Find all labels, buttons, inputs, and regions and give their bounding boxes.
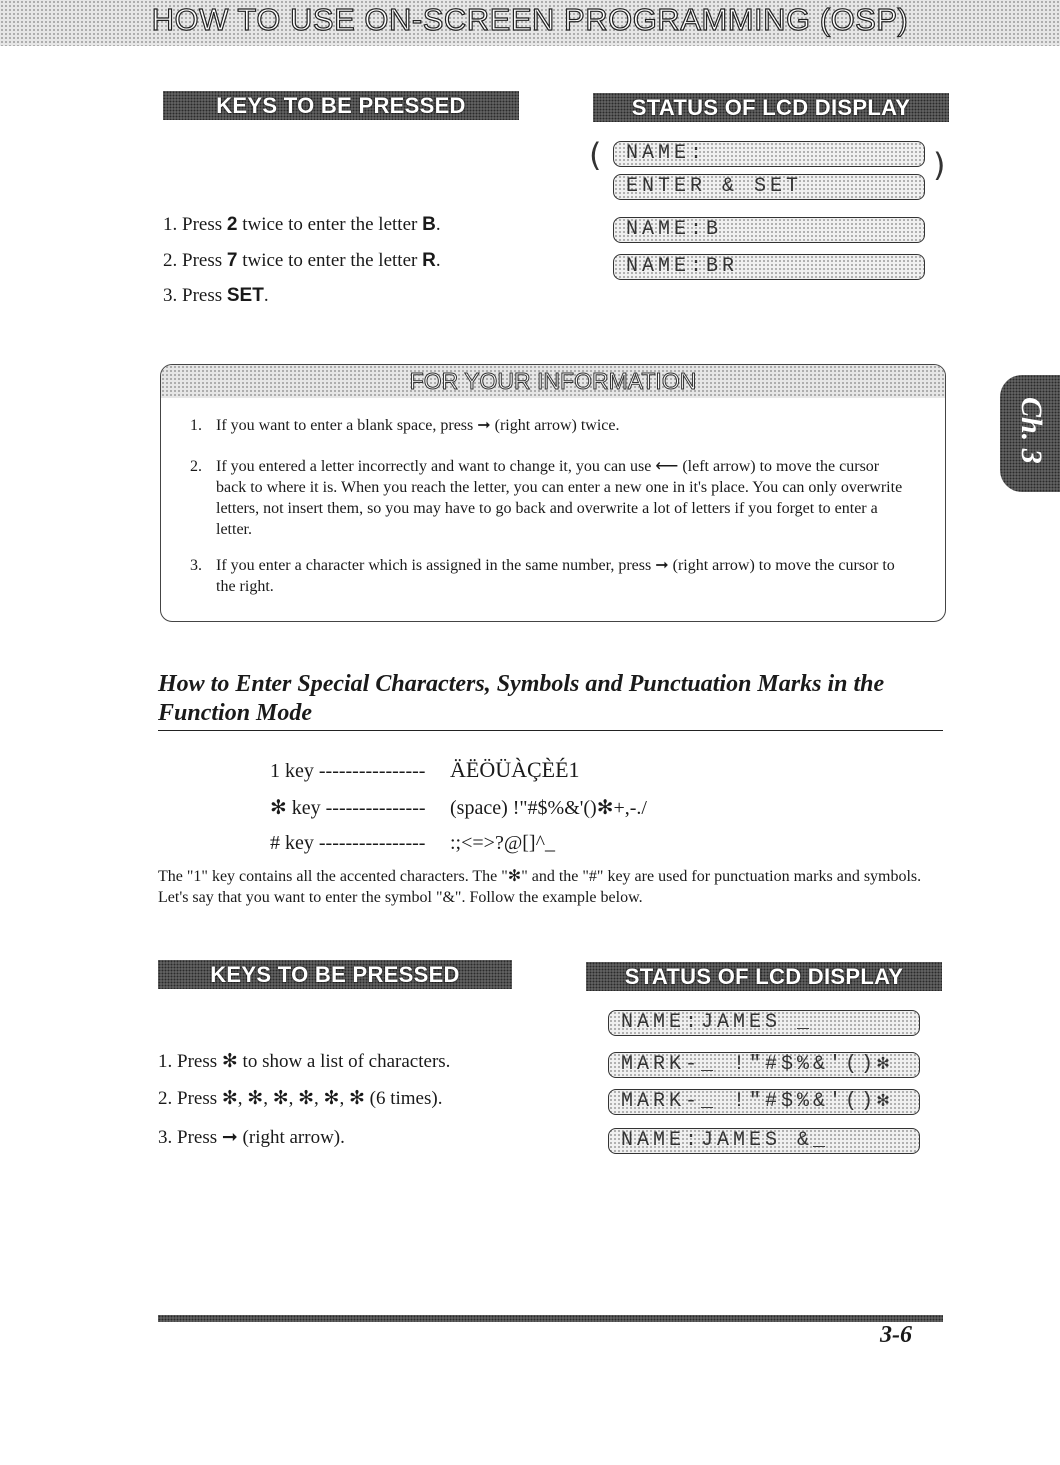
fyi-title: FOR YOUR INFORMATION: [409, 368, 697, 394]
page-number: 3-6: [880, 1322, 912, 1348]
lcd-display: NAME:JAMES _: [608, 1010, 920, 1036]
page-title: HOW TO USE ON-SCREEN PROGRAMMING (OSP): [151, 2, 909, 37]
section-heading: How to Enter Special Characters, Symbols and Punctuation Marks in the Function Mode: [158, 670, 943, 731]
step-item: 2. Press 7 twice to enter the letter R.: [163, 250, 441, 271]
step-item: 3. Press ➞ (right arrow).: [158, 1127, 345, 1148]
step-item: 3. Press SET.: [163, 285, 269, 306]
lcd-display: MARK-_ !"#$%&'()✻: [608, 1052, 920, 1078]
key-row: ✻ key --------------- (space) !"#$%&'()✻+,-./: [270, 797, 647, 819]
keys-to-be-pressed-heading: KEYS TO BE PRESSED: [163, 91, 519, 120]
key-row: # key ---------------- :;<=>?@[]^_: [270, 832, 555, 854]
chapter-label: Ch. 3: [1015, 397, 1048, 464]
chapter-tab[interactable]: [1000, 375, 1060, 492]
lcd-display: MARK-_ !"#$%&'()✻: [608, 1089, 920, 1115]
page-header: [0, 0, 1060, 46]
step-item: 2. Press ✻, ✻, ✻, ✻, ✻, ✻ (6 times).: [158, 1088, 443, 1109]
lcd-status-heading: STATUS OF LCD DISPLAY: [593, 93, 949, 122]
fyi-item: 2. If you entered a letter incorrectly and want to change it, you can use ⟵ (left arrow) to move the cursor back to where it is. When you reach the letter, you can enter a new one in it's place. You can only overwrite letters, not insert them, so you may have to go back and overwrite a lot of letters if you forget to enter a letter.: [190, 458, 903, 538]
fyi-item: 3. If you enter a character which is assigned in the same number, press ➞ (right arrow) to move the cursor to the right.: [190, 557, 895, 595]
keys-to-be-pressed-heading: KEYS TO BE PRESSED: [158, 960, 512, 989]
fyi-header: [161, 365, 945, 398]
lcd-display: ENTER & SET: [613, 174, 925, 200]
key-row: 1 key ---------------- ÄËÖÜÀÇÈÉ1: [270, 757, 580, 782]
lcd-display: NAME:JAMES &_: [608, 1128, 920, 1154]
lcd-display: NAME:: [613, 141, 925, 167]
bottom-rule: [158, 1315, 943, 1322]
loop-bracket-right-icon: ): [933, 146, 946, 184]
lcd-display: NAME:BR: [613, 254, 925, 280]
step-item: 1. Press 2 twice to enter the letter B.: [163, 214, 441, 235]
loop-bracket-left-icon: (: [589, 136, 602, 174]
step-item: 1. Press ✻ to show a list of characters.: [158, 1051, 451, 1072]
explanation-note: The "1" key contains all the accented characters. The "✻" and the "#" key are used for punctuation marks and symbols. Let's say that you want to enter the symbol "&". Follow the example below.: [158, 868, 922, 906]
lcd-status-heading: STATUS OF LCD DISPLAY: [586, 962, 942, 991]
lcd-display: NAME:B: [613, 217, 925, 243]
fyi-item: 1. If you want to enter a blank space, press ➞ (right arrow) twice.: [190, 417, 620, 434]
fyi-box: [160, 364, 946, 622]
